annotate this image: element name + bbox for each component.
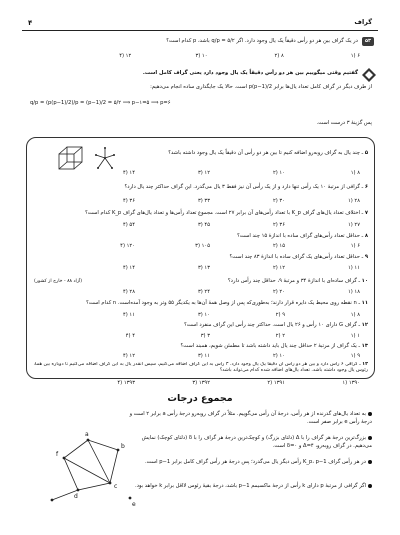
question-12-options — [60, 333, 360, 340]
option: ۱ (۱ — [350, 333, 360, 339]
intro-question-text: در یک گراف بین هر دو رأس دقیقاً یک یال وجود دارد. اگر q/p = ۵/۲ باشد، p کدام است؟ — [166, 38, 358, 44]
question-number: ۶ — [364, 184, 368, 190]
question-number: ۱۱ — [361, 300, 368, 306]
bullet-text: به تعداد یال‌های گذرنده از هر رأس، درجهٔ آن رأس می‌گوییم. مثلاً در گراف روبه‌رو درجهٔ رأس a برابر ۲ است و درجهٔ رأس e برابر صفر است. — [129, 411, 372, 425]
solution-line-2: از طرف دیگر در گراف کامل تعداد یال‌ها برابر p(p−1)/2 است. حالا یک جایگذاری ساده انجام می‌دهیم: — [150, 84, 372, 90]
intro-question-options — [55, 53, 360, 60]
question-text: یک گراف از مرتبهٔ ۲ حداقل چند یال باید داشته باشد تا مطمئن شویم، همبند است؟ — [180, 343, 357, 349]
question-14-options — [60, 380, 360, 387]
option: ۱۸ (۱ — [347, 289, 360, 295]
question-13-options — [60, 353, 360, 360]
option: ۸ (۲ — [274, 53, 284, 59]
solution-formula: q/p = (p(p−1)/2)/p = (p−1)/2 = ۵/۲ ⟹ p−۱=۵ ⟹ p=۶ — [30, 100, 171, 106]
question-6: ۶ ـ گرافی از مرتبهٔ ۱۰ یک رأس تنها دارد و از یک رأس آن نیز فقط ۳ یال می‌گذرد. این گراف حداکثر چند یال دارد؟ — [124, 184, 368, 190]
option: ۱۱ (۱ — [347, 265, 360, 271]
question-12: ۱۲ ـ گراف G دارای ۱۰ رأس و ۲۶ یال است. حداکثر چند رأس این گراف منفرد است؟ — [184, 322, 368, 328]
option: ۱۳۹۳ (۴ — [117, 380, 135, 386]
question-7-options — [60, 222, 360, 229]
chapter-title: گراف — [354, 18, 372, 26]
question-13: ۱۳ ـ یک گراف از مرتبهٔ ۲ حداقل چند یال باید داشته باشد تا مطمئن شویم، همبند است؟ — [180, 343, 368, 349]
section-bullet-1 — [122, 410, 372, 426]
question-11: ۱۱ ـ n نقطه روی محیط یک دایره قرار دارند؛ به‌طوری‌که پس از وصل همهٔ آن‌ها به یکدیگر ۵۵ وتر به وجود آمده‌است. n کدام است؟ — [86, 300, 368, 306]
option: ۳۳ (۳ — [197, 198, 210, 204]
degree-graph-figure — [40, 428, 140, 510]
question-6-options — [60, 198, 360, 205]
option: ۱۴ (۴ — [122, 170, 135, 176]
question-text: چند یال به گراف روبه‌رو اضافه کنیم تا بین هر دو رأس آن دقیقاً یک یال وجود داشته باشد؟ — [168, 150, 360, 156]
section-bullet-4 — [122, 482, 372, 490]
question-11-options — [60, 312, 360, 319]
question-10: ۱۰ ـ گراف ساده‌ای با اندازهٔ ۳۴ و مرتبهٔ ۹، حداقل چند رأس دارد؟ — [227, 278, 368, 284]
question-text: گرافی از مرتبهٔ ۱۰ یک رأس تنها دارد و از یک رأس آن نیز فقط ۳ یال می‌گذرد. این گراف حداکثر چند یال دارد؟ — [124, 184, 360, 190]
option: ۲۸ (۱ — [347, 198, 360, 204]
option: ۱۰ (۳ — [195, 53, 208, 59]
bullet-icon — [368, 460, 372, 464]
question-number: ۱۴ — [362, 362, 368, 367]
option: ۶ (۱ — [350, 53, 360, 59]
bullet-text: اگر گرافی از مرتبهٔ p دارای k رأس از درجهٔ ماکسیمم p−1 باشد، درجهٔ بقیهٔ رئوس لااقل برابر k خواهد بود. — [135, 483, 366, 489]
option: ۲ (۲ — [275, 333, 285, 339]
question-5-options — [60, 170, 360, 177]
bullet-icon — [368, 484, 372, 488]
option: ۲۴ (۳ — [197, 289, 210, 295]
question-text: گراف G دارای ۱۰ رأس و ۲۶ یال است. حداکثر چند رأس این گراف منفرد است؟ — [184, 322, 357, 328]
section-bullet-3 — [122, 458, 372, 466]
question-14: ۱۴ ـ گرافی ۶ رأس دارد و بین هر دو رأس آن دقیقاً یک یال وجود دارد. ۳ رأس به این گراف اضافه می‌کنیم، سپس آنقدر یال به این گراف اضافه می‌کنیم تا دوباره بین همهٔ رئوس یال وجود داشته باشد. تعداد یال‌های اضافه شده کدام می‌تواند باشد؟ — [34, 362, 368, 373]
option: ۳ (۳ — [200, 333, 210, 339]
option: ۱۰ (۲ — [272, 170, 285, 176]
option: ۲۷ (۱ — [347, 222, 360, 228]
option: ۱۱ (۴ — [122, 312, 135, 318]
bullet-icon — [368, 436, 372, 440]
question-number: ۵ — [364, 150, 368, 156]
solution-answer: پس گزینهٔ ۳ درست است. — [316, 120, 372, 126]
header-rule — [22, 30, 378, 31]
vertex-label: a — [85, 431, 89, 438]
question-source-note: (آزاد ۸۸ - خارج از کشور) — [34, 279, 83, 284]
question-text: n نقطه روی محیط یک دایره قرار دارند؛ به‌طوری‌که پس از وصل همهٔ آن‌ها به یکدیگر ۵۵ وتر به وجود آمده‌است. n کدام است؟ — [86, 300, 357, 306]
option: ۱۰۵ (۳ — [195, 243, 210, 249]
question-7: ۷ ـ اختلاف تعداد یال‌های گراف K_p با تعداد رأس‌های آن برابر ۲۷ است. مجموع تعداد رأس‌ها و تعداد یال‌های گراف K_p کدام است؟ — [85, 210, 368, 216]
option: ۱۲ (۴ — [122, 353, 135, 359]
option: ۸ (۱ — [350, 170, 360, 176]
option: ۳۶ (۴ — [122, 198, 135, 204]
question-10-options — [60, 289, 360, 296]
solution-line-1: گفتیم وقتی میگوییم بین هر دو رأس دقیقاً یک یال وجود دارد یعنی گراف کامل است. — [142, 70, 358, 76]
question-9: ۹ ـ حداقل تعداد رأس‌های یک گراف ساده با اندازهٔ ۸۳ چند است؟ — [229, 254, 368, 260]
option: ۲۸ (۴ — [122, 289, 135, 295]
option: ۲۰ (۲ — [272, 289, 285, 295]
vertex-label: b — [121, 443, 125, 450]
question-number: ۱۰ — [361, 278, 368, 284]
question-9-options — [60, 265, 360, 272]
option: ۱۲ (۴ — [119, 53, 132, 59]
vertex-label: d — [74, 493, 78, 500]
question-number: ۱۲ — [361, 322, 368, 328]
option: ۴۵ (۳ — [197, 222, 210, 228]
question-text: حداقل تعداد رأس‌های یک گراف ساده با اندازهٔ ۸۳ چند است؟ — [229, 254, 360, 260]
solution-icon — [362, 68, 376, 82]
vertex-label: c — [114, 483, 118, 490]
option: ۹ (۲ — [275, 312, 285, 318]
option: ۱۳ (۳ — [197, 265, 210, 271]
question-number: ۷ — [364, 210, 368, 216]
question-text: حداقل تعداد رأس‌های گراف ساده با اندازهٔ ۱۵ چند است؟ — [237, 233, 360, 239]
bullet-text: در هر رأس گراف K_p، p−1 رأس دیگر یال می‌گذرد؛ پس درجهٔ هر رأس گراف کامل برابر p−1 است. — [145, 459, 366, 465]
option: ۱۳۹۱ (۲ — [267, 380, 285, 386]
question-8: ۸ ـ حداقل تعداد رأس‌های گراف ساده با اندازهٔ ۱۵ چند است؟ — [237, 233, 368, 239]
option: ۱۳۹۲ (۳ — [192, 380, 210, 386]
page-number: ۴ — [28, 19, 33, 27]
option: ۱۰ (۲ — [272, 353, 285, 359]
question-number: ۹ — [364, 254, 368, 260]
question-number: ۸ — [364, 233, 368, 239]
option: ۱۲۰ (۴ — [120, 243, 135, 249]
question-8-options — [60, 243, 360, 250]
option: ۱۱ (۳ — [197, 353, 210, 359]
option: ۱۰ (۳ — [197, 312, 210, 318]
question-text: گراف ساده‌ای با اندازهٔ ۳۴ و مرتبهٔ ۹، حداقل چند رأس دارد؟ — [227, 278, 357, 284]
option: ۴ (۴ — [125, 333, 135, 339]
question-text: اختلاف تعداد یال‌های گراف K_p با تعداد رأس‌های آن برابر ۲۷ است. مجموع تعداد رأس‌ها و تعداد یال‌های گراف K_p کدام است؟ — [85, 210, 360, 216]
option: ۱۴ (۴ — [122, 265, 135, 271]
option: ۸ (۱ — [350, 312, 360, 318]
option: ۳۰ (۲ — [272, 198, 285, 204]
section-bullet-2 — [122, 434, 372, 450]
question-number: ۱۳ — [361, 343, 368, 349]
bullet-text: بزرگ‌ترین درجهٔ هر گراف را با Δ (دلتای بزرگ) و کوچک‌ترین درجهٔ هر گراف را با δ (دلتای کوچک) نمایش می‌دهیم. در گراف روبه‌رو، Δ=۴ و δ=۰ است. — [141, 435, 372, 449]
option: ۵۴ (۴ — [122, 222, 135, 228]
option: ۱۲ (۲ — [272, 265, 285, 271]
section-title: مجموع درجات — [167, 393, 233, 404]
bullet-icon — [368, 412, 372, 416]
option: ۱۳۹۰ (۱ — [342, 380, 360, 386]
option: ۳۶ (۲ — [272, 222, 285, 228]
question-5: ۵ ـ چند یال به گراف روبه‌رو اضافه کنیم تا بین هر دو رأس آن دقیقاً یک یال وجود داشته باشد؟ — [168, 150, 368, 156]
option: ۱۲ (۳ — [197, 170, 210, 176]
vertex-label: e — [132, 501, 136, 508]
option: ۶ (۱ — [350, 243, 360, 249]
question-text: گرافی ۶ رأس دارد و بین هر دو رأس آن دقیقاً یک یال وجود دارد. ۳ رأس به این گراف اضافه می‌کنیم، سپس آنقدر یال به این گراف اضافه می‌کنیم تا دوباره بین همهٔ رئوس یال وجود داشته باشد. تعداد یال‌های اضافه شده کدام می‌تواند باشد؟ — [34, 362, 368, 373]
star-graph-figure — [94, 146, 116, 170]
option: ۱۵ (۲ — [272, 243, 285, 249]
vertex-label: f — [56, 451, 59, 458]
question-badge: ۵۳ — [362, 37, 374, 46]
option: ۹ (۱ — [350, 353, 360, 359]
cube-graph-figure — [58, 146, 84, 170]
